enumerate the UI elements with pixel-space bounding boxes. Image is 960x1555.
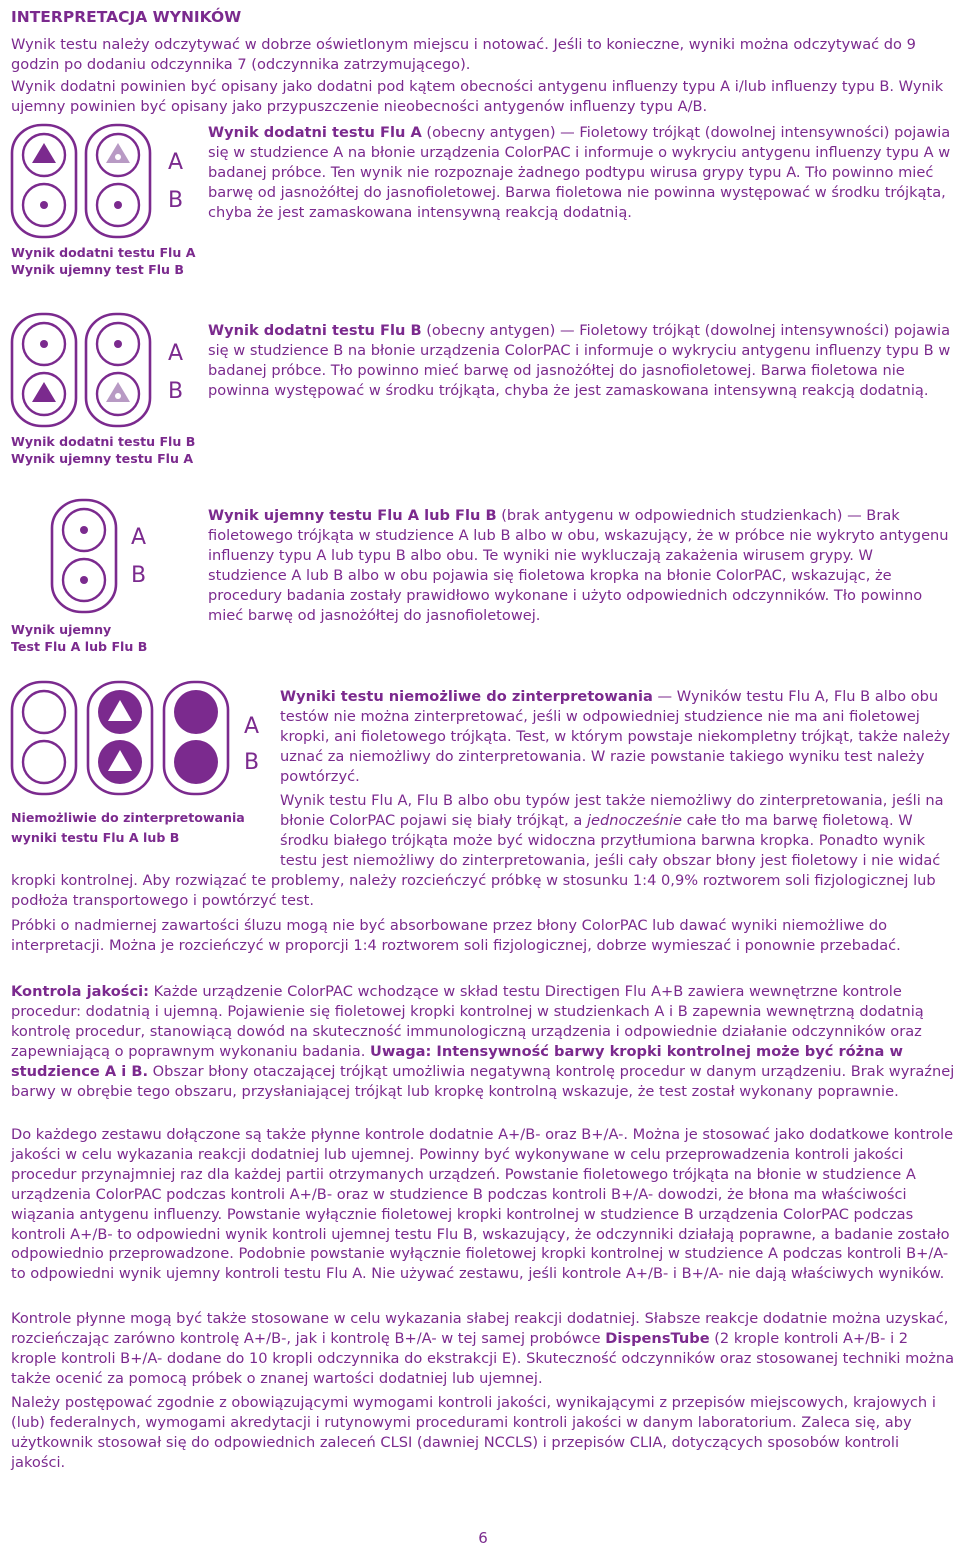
page-number: 6 <box>478 1529 488 1547</box>
invalid-paragraph-2: Wynik testu Flu A, Flu B albo obu typów jest także niemożliwy do zinterpretowania, jeśli na błonie ColorPAC pojawi się biały trójkąt, a jednocześnie całe tło ma barwę fioletową. W środku białego trójkąta może być widoczna przytłumiona barwna kropka. Ponadto wynik testu jest niemożliwy do zinterpretowania, jeśli cały obszar błony jest fioletowy i nie widać kropki kontrolnej. Aby rozwiązać te problemy, należy rozcieńczyć próbkę w stosunku 1:4 0,9% roztworem soli fizjologicznej lub podłoża transportowego i powtórzyć test. <box>11 792 944 909</box>
device-diagram-invalid <box>10 680 250 800</box>
intro-paragraph: Wynik testu należy odczytywać w dobrze oświetlonym miejscu i notować. Jeśli to konieczne, wyniki można odczytywać do 9 godzin po dodaniu odczynnika 7 (odczynnika zatrzymującego). <box>11 36 916 73</box>
control-dot-icon <box>40 201 48 209</box>
well-label-b: B <box>168 188 184 213</box>
flu-a-positive-paragraph: Wynik dodatni testu Flu A (obecny antygen) — Fioletowy trójkąt (dowolnej intensywności) pojawia się w studzience A na błonie urządzenia ColorPAC i informuje o wykryciu antygenu influenzy typu A w badanej próbce. Ten wynik nie rozpoznaje żadnego podtypu wirusa grypy typu A. Tło powinno mieć barwę od jasnożółtej do jasnofioletowej. Barwa fioletowa nie powinna występować w środku trójkąta, chyba że jest zamaskowana intensywną reakcją dodatnią. <box>208 124 951 221</box>
well-label-b: B <box>244 750 260 775</box>
figure-caption: wyniki testu Flu A lub B <box>11 830 180 845</box>
triangle-icon <box>32 382 56 402</box>
weak-positive-paragraph: Kontrole płynne mogą być także stosowane w celu wykazania słabej reakcji dodatniej. Słabsze reakcje dodatnie można uzyskać, rozcieńczając zarówno kontrolę A+/B-, jak i kontrolę B+/A- w tej samej probówce DispensTube (2 krople kontroli A+/B- i 2 krople kontroli B+/A- dodane do 10 kropli odczynnika do ekstrakcji E). Skuteczność odczynników oraz stosowanej techniki można także ocenić za pomocą próbek o znanej wartości dodatniej lub ujemnej. <box>11 1310 955 1387</box>
flu-b-positive-paragraph: Wynik dodatni testu Flu B (obecny antygen) — Fioletowy trójkąt (dowolnej intensywności) pojawia się w studzience B na błonie urządzenia ColorPAC i informuje o wykryciu antygenu influenzy typu B w badanej próbce. Tło powinno mieć barwę od jasnożółtej do jasnofioletowej. Barwa fioletowa nie powinna występować w środku trójkąta, chyba że jest zamaskowana intensywną reakcją dodatnią. <box>208 322 951 399</box>
well-label-a: A <box>131 525 147 550</box>
control-dot-icon <box>114 201 122 209</box>
figure-caption: Wynik ujemny test Flu B <box>11 262 184 277</box>
regulations-paragraph: Należy postępować zgodnie z obowiązującymi wymogami kontroli jakości, wynikającymi z przepisów miejscowych, krajowych i (lub) federalnych, wymogami akredytacji i rutynowymi procedurami kontroli jakości w danym laboratorium. Zaleca się, aby użytkownik stosował się do odpowiednich zaleceń CLSI (dawniej NCCLS) i przepisów CLIA, dotyczących sposobów kontroli jakości. <box>11 1394 936 1471</box>
figure-caption: Test Flu A lub Flu B <box>11 639 148 654</box>
mucus-paragraph: Próbki o nadmiernej zawartości śluzu mogą nie być absorbowane przez błony ColorPAC lub dawać wyniki niemożliwe do interpretacji. Można je rozcieńczyć w proporcji 1:4 roztworem soli fizjologicznej, dobrze wymieszać i ponownie przebadać. <box>11 917 901 954</box>
control-dot-icon <box>80 526 88 534</box>
well-label-a: A <box>244 714 260 739</box>
figure-caption: Wynik ujemny testu Flu A <box>11 451 194 466</box>
control-dot-icon <box>80 576 88 584</box>
figure-caption: Wynik ujemny <box>11 622 112 637</box>
device-diagram-flu-b-positive <box>10 312 170 432</box>
figure-caption: Wynik dodatni testu Flu B <box>11 434 196 449</box>
kit-controls-paragraph: Do każdego zestawu dołączone są także płynne kontrole dodatnie A+/B- oraz B+/A-. Można je stosować jako dodatkowe kontrole jakości w celu wykazania reakcji dodatniej lub ujemnej. Powinny być wykonywane w celu przeprowadzenia kontroli jakości procedur przynajmniej raz dla każdej partii otrzymanych urządzeń. Powstanie fioletowego trójkąta na błonie w studzience A urządzenia ColorPAC podczas kontroli A+/B- oraz w studzience B podczas kontroli B+/A- dowodzi, że błona ma właściwości wiązania antygenu influenzy. Powstanie wyłącznie fioletowej kropki kontrolnej w studzience B urządzenia ColorPAC podczas kontroli A+/B- to odpowiedni wynik kontroli ujemnej testu Flu B, wskazujący, że odczynniki działają poprawne, a badanie zostało odpowiednio przeprowadzone. Podobnie powstanie wyłącznie fioletowej kropki kontrolnej w studzience A podczas kontroli B+/A- to odpowiedni wynik ujemny kontroli testu Flu A. Nie używać zestawu, jeśli kontrole A+/B- i B+/A- nie dają właściwych wyników. <box>11 1126 954 1283</box>
well-label-a: A <box>168 150 184 175</box>
triangle-icon <box>32 143 56 163</box>
section-title: INTERPRETACJA WYNIKÓW <box>11 8 242 26</box>
figure-caption: Niemożliwie do zinterpretowania <box>11 810 245 825</box>
negative-paragraph: Wynik ujemny testu Flu A lub Flu B (brak antygenu w odpowiednich studzienkach) — Brak fioletowego trójkąta w studzience A lub B albo w obu, wskazujący, że w próbce nie wykryto antygenu influenzy typu A lub typu B albo obu. Te wyniki nie wykluczają zakażenia wirusem grypy. W studzience A lub B albo w obu pojawia się fioletowa kropka na błonie ColorPAC, wskazując, że procedury badania zostały prawidłowo wykonane i użyto odpowiednich odczynników. Tło powinno mieć barwę od jasnożółtej do jasnofioletowej. <box>208 507 949 624</box>
quality-control-paragraph: Kontrola jakości: Każde urządzenie ColorPAC wchodzące w skład testu Directigen Flu A+B zawiera wewnętrzne kontrole procedur: dodatnią i ujemną. Pojawienie się fioletowej kropki kontrolnej w studzienkach A i B zapewnia wewnętrzną dodatnią kontrolę procedur, stanowiącą dowód na skuteczność immunologiczną urządzenia i odpowiednie działanie odczynników oraz zapewniającą o poprawnym wykonaniu badania. Uwaga: Intensywność barwy kropki kontrolnej może być różna w studzience A i B. Obszar błony otaczającej trójkąt umożliwia negatywną kontrolę procedur w danym urządzeniu. Brak wyraźnej barwy w obrębie tego obszaru, przysłaniającej trójkąt lub kropkę kontrolną wskazuje, że test został wykonany poprawnie. <box>11 983 955 1100</box>
device-diagram-flu-a-positive <box>10 123 170 243</box>
intro-paragraph: Wynik dodatni powinien być opisany jako dodatni pod kątem obecności antygenu influenzy typu A i/lub influenzy typu B. Wynik ujemny powinien być opisany jako przypuszczenie nieobecności antygenów influenzy typu A/B. <box>11 78 944 115</box>
device-diagram-negative <box>50 498 130 618</box>
invalid-paragraph: Wyniki testu niemożliwe do zinterpretowania — Wyników testu Flu A, Flu B albo obu testów nie można zinterpretować, jeśli w odpowiedniej studzience nie ma ani fioletowej kropki, ani fioletowego trójkąta. Test, w którym powstaje niekompletny trójkąt, także należy uznać za niemożliwy do zinterpretowania. W razie powstanie takiego wyniku test należy powtórzyć. <box>280 688 951 785</box>
control-dot-icon <box>114 340 122 348</box>
well-label-b: B <box>168 379 184 404</box>
figure-caption: Wynik dodatni testu Flu A <box>11 245 196 260</box>
well-label-b: B <box>131 563 147 588</box>
well-label-a: A <box>168 341 184 366</box>
control-dot-icon <box>40 340 48 348</box>
